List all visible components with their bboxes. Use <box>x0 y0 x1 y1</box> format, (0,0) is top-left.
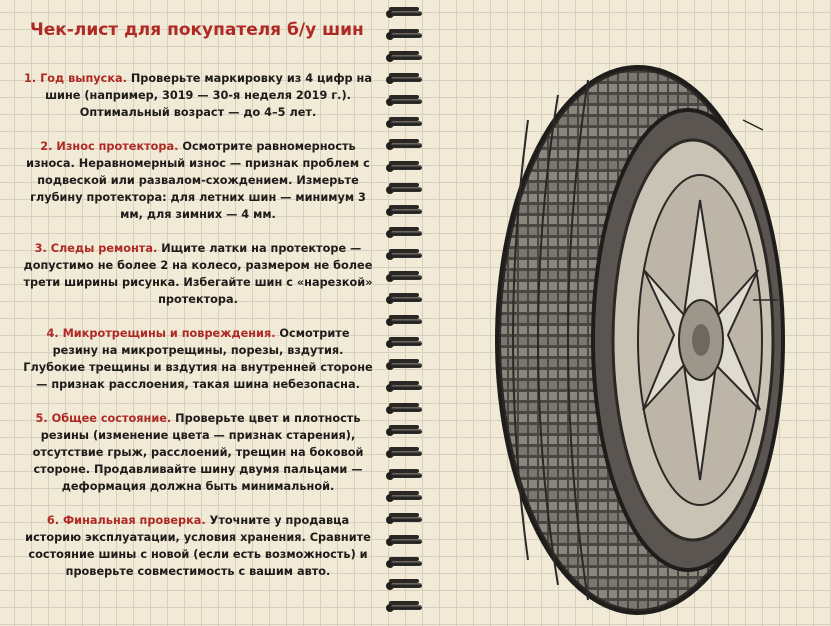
checklist-item <box>22 512 374 580</box>
spiral-ring <box>386 98 422 106</box>
spiral-binding <box>376 0 436 626</box>
item-text: Уточните у продавца историю эксплуатации, условия хранения. Сравните состояние шины с новой (если есть возможность) и проверьте совместимость с вашим авто. <box>25 514 371 578</box>
spiral-ring <box>386 32 422 40</box>
item-title: 2. Износ протектора. <box>40 140 179 153</box>
spiral-ring <box>386 318 422 326</box>
spiral-ring <box>386 494 422 502</box>
spiral-ring <box>386 252 422 260</box>
spiral-ring <box>386 450 422 458</box>
item-title: 1. Год выпуска. <box>24 72 127 85</box>
spiral-ring <box>386 384 422 392</box>
spiral-ring <box>386 296 422 304</box>
spiral-ring <box>386 186 422 194</box>
spiral-ring <box>386 472 422 480</box>
spiral-ring <box>386 76 422 84</box>
item-title: 6. Финальная проверка. <box>46 514 206 527</box>
spiral-ring <box>386 538 422 546</box>
item-text: Проверьте цвет и плотность резины (изменение цвета — признак старения), отсутствие грыж, расслоений, трещин на боковой стороне. Продавливайте шину двумя пальцами — деформация должна быть минимальной. <box>32 412 364 493</box>
item-text: Осмотрите равномерность износа. Неравномерный износ — признак проблем с подвеской или развалом-схождением. Измерьте глубину протектора: для летних шин — минимум 3 мм, для зимних — 4 мм. <box>26 140 370 221</box>
spiral-ring <box>386 560 422 568</box>
spiral-ring <box>386 142 422 150</box>
checklist-item <box>22 410 374 495</box>
checklist-item <box>22 240 374 308</box>
spiral-ring <box>386 604 422 612</box>
spiral-ring <box>386 230 422 238</box>
spiral-ring <box>386 54 422 62</box>
item-title: 4. Микротрещины и повреждения. <box>46 327 276 340</box>
spiral-ring <box>386 120 422 128</box>
item-text: Осмотрите резину на микротрещины, порезы, вздутия. Глубокие трещины и вздутия на внутренней стороне — признак расслоения, такая шина небезопасна. <box>23 327 373 391</box>
checklist-item <box>22 138 374 223</box>
spiral-ring <box>386 340 422 348</box>
spiral-ring <box>386 274 422 282</box>
checklist-item <box>22 70 374 121</box>
checklist-page <box>0 0 380 626</box>
spiral-ring <box>386 582 422 590</box>
spiral-ring <box>386 516 422 524</box>
spiral-ring <box>386 164 422 172</box>
item-text: Ищите латки на протекторе — допустимо не более 2 на колесо, размером не более трети ширины рисунка. Избегайте шин с «нарезкой» протектора. <box>23 242 373 306</box>
item-text: Проверьте маркировку из 4 цифр на шине (например, 3019 — 30-я неделя 2019 г.). Оптимальный возраст — до 4–5 лет. <box>45 72 372 119</box>
spiral-ring <box>386 428 422 436</box>
item-title: 5. Общее состояние. <box>35 412 172 425</box>
spiral-ring <box>386 406 422 414</box>
spiral-ring <box>386 10 422 18</box>
checklist-item <box>22 325 374 393</box>
page-title: Чек-лист для покупателя б/у шин <box>30 20 364 40</box>
tire-illustration <box>488 60 788 620</box>
spiral-ring <box>386 362 422 370</box>
tire-icon <box>488 60 788 620</box>
checklist <box>22 70 374 597</box>
item-title: 3. Следы ремонта. <box>34 242 158 255</box>
spiral-ring <box>386 208 422 216</box>
